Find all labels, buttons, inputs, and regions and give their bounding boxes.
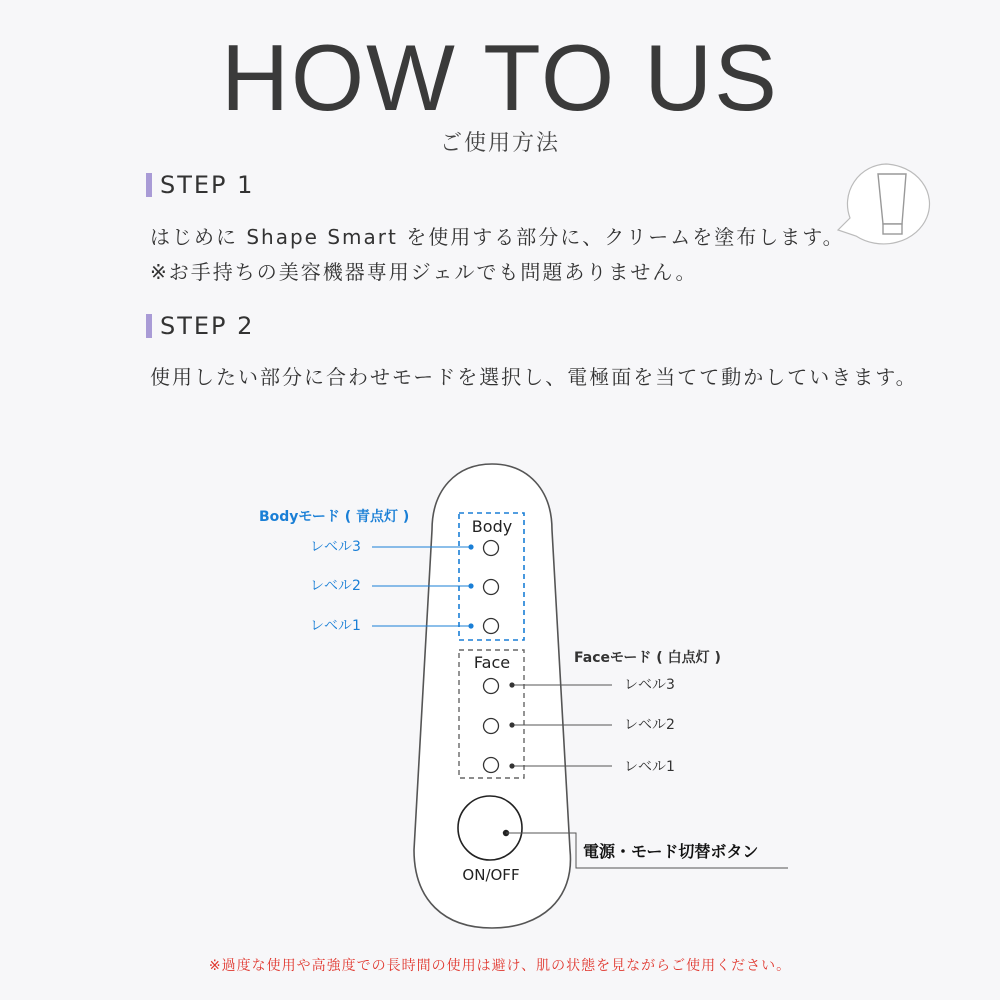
step-1-title: STEP 1 — [160, 171, 255, 199]
face-level-3-label: レベル3 — [624, 677, 675, 693]
body-led-level-1 — [484, 619, 499, 634]
body-level-3-label: レベル3 — [310, 539, 361, 555]
face-led-level-1 — [484, 758, 499, 773]
face-level-2-label: レベル2 — [624, 717, 675, 733]
body-led-level-2 — [484, 580, 499, 595]
step-2-title: STEP 2 — [160, 312, 255, 340]
face-mode-title: Faceモード ( 白点灯 ) — [574, 650, 721, 666]
body-section-label: Body — [471, 517, 513, 536]
page-subtitle: ご使用方法 — [439, 131, 560, 156]
leader-dot — [468, 583, 473, 588]
leader-dot — [468, 544, 473, 549]
face-section-label: Face — [473, 653, 511, 672]
leader-dot — [468, 623, 473, 628]
power-label: ON/OFF — [462, 866, 520, 884]
body-level-2-label: レベル2 — [310, 578, 361, 594]
page-title: HOW TO US — [221, 25, 779, 130]
step-1-line-2: ※お手持ちの美容機器専用ジェルでも問題ありません。 — [150, 260, 698, 284]
body-led-level-3 — [484, 541, 499, 556]
face-led-level-3 — [484, 679, 499, 694]
step-2-line-1: 使用したい部分に合わせモードを選択し、電極面を当てて動かしていきます。 — [150, 365, 918, 389]
leader-dot — [509, 722, 514, 727]
leader-dot — [509, 763, 514, 768]
step-1-line-1: はじめに Shape Smart を使用する部分に、クリームを塗布します。 — [150, 225, 845, 249]
power-button-caption: 電源・モード切替ボタン — [583, 842, 759, 861]
face-level-1-label: レベル1 — [624, 759, 675, 775]
power-button — [458, 796, 522, 860]
body-mode-title: Bodyモード ( 青点灯 ) — [259, 509, 410, 525]
body-level-1-label: レベル1 — [310, 618, 361, 634]
leader-dot — [509, 682, 514, 687]
usage-warning: ※過度な使用や高強度での長時間の使用は避け、肌の状態を見ながらご使用ください。 — [208, 958, 792, 974]
face-led-level-2 — [484, 719, 499, 734]
